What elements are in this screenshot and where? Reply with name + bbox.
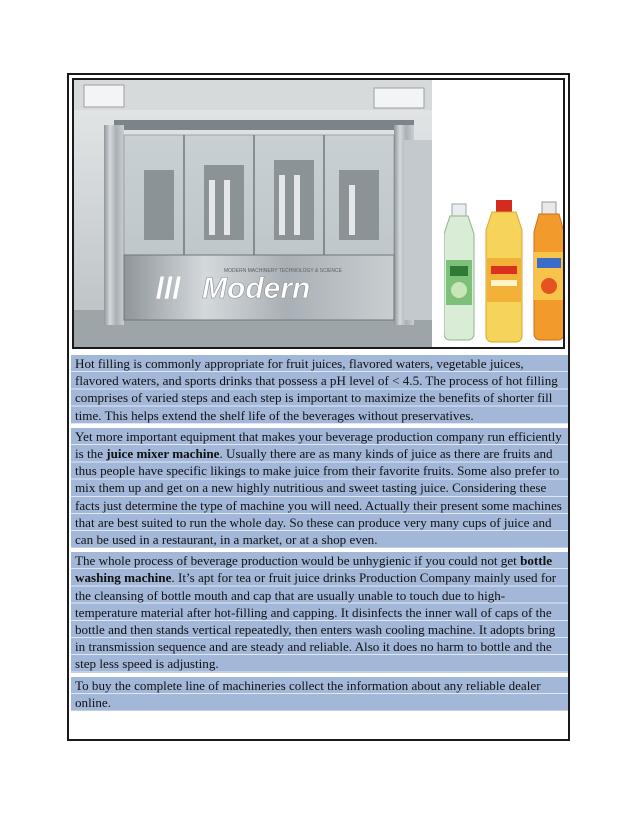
paragraph-hot-filling xyxy=(71,355,568,424)
machine-tagline: MODERN MACHINERY TECHNOLOGY & SCIENCE xyxy=(224,268,342,274)
article-text xyxy=(71,355,568,735)
product-photo xyxy=(72,78,565,349)
paragraph-text: To buy the complete line of machineries collect the information about any reliable dealer online. xyxy=(75,677,541,710)
filling-machine-image xyxy=(74,80,432,347)
green-bottle xyxy=(444,204,474,340)
paragraph-text: . Usually there are as many kinds of juice as there are fruits and thus people have specific likings to make juice from their favorite fruits. Some also prefer to mix them up and get on a new highly nutritious and sweet tasting juice. Considering these facts just determine the type of machine you will need. Actually their present some machines that are best suited to run the whole day. So these can produce very many cups of juice and can be used in a restaurant, in a market, or at a shop even. xyxy=(75,446,562,548)
keyword-juice-mixer-machine: juice mixer machine xyxy=(106,446,220,462)
machine-logo-slashes: /// xyxy=(156,272,182,305)
juice-bottles-image xyxy=(444,200,565,349)
orange-bottle xyxy=(534,202,564,340)
paragraph-text: Yet more important equipment that makes your beverage production company run efficiently is the xyxy=(75,428,562,462)
machine-logo: Modern xyxy=(202,272,311,305)
yellow-bottle xyxy=(486,200,522,342)
paragraph-bottle-washing xyxy=(71,552,568,672)
paragraph-dealer xyxy=(71,677,568,711)
paragraph-text: Hot filling is commonly appropriate for fruit juices, flavored waters, vegetable juices, flavored waters, and sports drinks that possess a pH level of < 4.5. The process of hot filling comprises of varied steps and each step is important to maximize the benefits of shorter fill time. This helps extend the shelf life of the beverages without preservatives. xyxy=(75,356,558,423)
keyword-bottle-washing-machine: bottle washing machine xyxy=(75,553,553,586)
paragraph-text: The whole process of beverage production would be unhygienic if you could not get xyxy=(75,553,521,569)
content-table xyxy=(67,73,570,741)
paragraph-juice-mixer xyxy=(71,428,568,548)
paragraph-text: . It’s apt for tea or fruit juice drinks Production Company mainly used for the cleansing of bottle mouth and cap that are usually unable to touch due to high-temperature material after hot-filling and capping. It disinfects the inner wall of caps of the bottle and then stands vertical repeatedly, then enters wash cooling machine. It adopts bring in transmission sequence and are steady and reliable. Also it does no harm to bottle and the step less speed is adjusting. xyxy=(75,570,557,672)
